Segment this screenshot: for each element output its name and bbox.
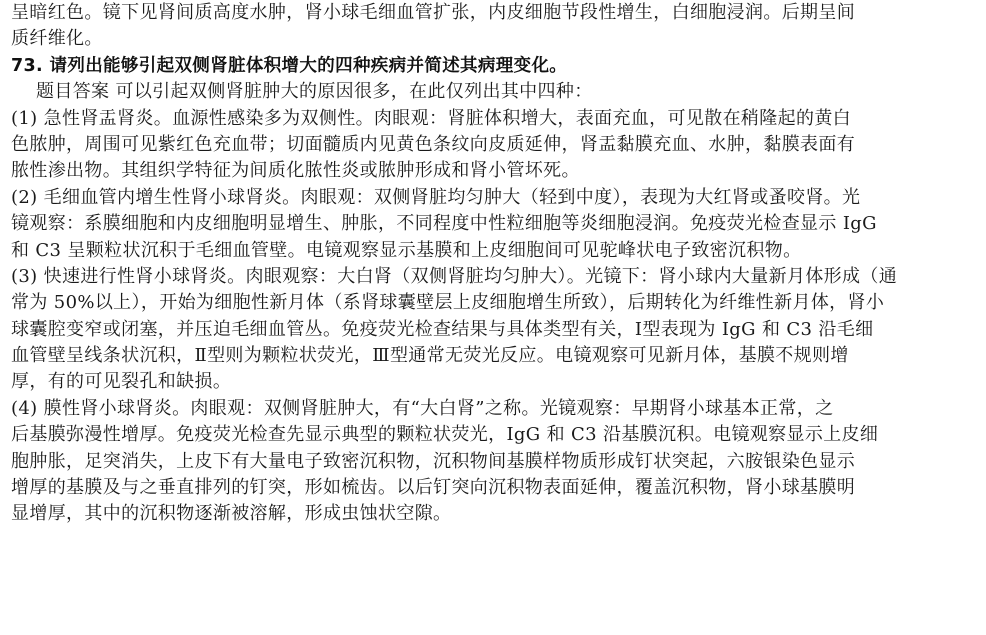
text-line: 厚，有的可见裂孔和缺损。	[11, 371, 232, 393]
text-line: 和 C3 呈颗粒状沉积于毛细血管壁。电镜观察显示基膜和上皮细胞间可见驼峰状电子致密沉积物。	[11, 239, 802, 261]
text-line: 常为 50%以上），开始为细胞性新月体（系肾球囊壁层上皮细胞增生所致），后期转化为纤维性新月体，肾小	[11, 292, 885, 314]
text-line: 胞肿胀，足突消失，上皮下有大量电子致密沉积物，沉积物间基膜样物质形成钉状突起，六胺银染色显示	[11, 450, 856, 472]
question-heading: 73. 请列出能够引起双侧肾脏体积增大的四种疾病并简述其病理变化。	[11, 55, 568, 76]
text-line: (2) 毛细血管内增生性肾小球肾炎。肉眼观：双侧肾脏均匀肿大（轻到中度），表现为大红肾或蚤咬肾。光	[11, 186, 861, 208]
text-line: 脓性渗出物。其组织学特征为间质化脓性炎或脓肿形成和肾小管坏死。	[11, 160, 580, 182]
text-line: 增厚的基膜及与之垂直排列的钉突，形如梳齿。以后钉突向沉积物表面延伸，覆盖沉积物，肾小球基膜明	[11, 477, 856, 499]
text-line: 色脓肿，周围可见紫红色充血带；切面髓质内见黄色条纹向皮质延伸，肾盂黏膜充血、水肿，黏膜表面有	[11, 133, 856, 155]
text-line: (1) 急性肾盂肾炎。血源性感染多为双侧性。肉眼观：肾脏体积增大，表面充血，可见散在稍隆起的黄白	[11, 107, 852, 129]
answer-intro: 题目答案 可以引起双侧肾脏肿大的原因很多，在此仅列出其中四种：	[36, 81, 593, 103]
text-line: 镜观察：系膜细胞和内皮细胞明显增生、肿胀，不同程度中性粒细胞等炎细胞浸润。免疫荧光检查显示 IgG	[11, 213, 877, 235]
text-line: (3) 快速进行性肾小球肾炎。肉眼观察：大白肾（双侧肾脏均匀肿大）。光镜下：肾小球内大量新月体形成（通	[11, 265, 898, 287]
text-line: 血管壁呈线条状沉积，Ⅱ型则为颗粒状荧光，Ⅲ型通常无荧光反应。电镜观察可见新月体，基膜不规则增	[11, 345, 849, 367]
text-line: 后基膜弥漫性增厚。免疫荧光检查先显示典型的颗粒状荧光，IgG 和 C3 沿基膜沉积。电镜观察显示上皮细	[11, 424, 879, 446]
text-line: 球囊腔变窄或闭塞，并压迫毛细血管丛。免疫荧光检查结果与具体类型有关，Ⅰ型表现为 IgG 和 C3 沿毛细	[11, 318, 874, 340]
text-line: 显增厚，其中的沉积物逐渐被溶解，形成虫蚀状空隙。	[11, 503, 452, 525]
text-line: (4) 膜性肾小球肾炎。肉眼观：双侧肾脏肿大，有“大白肾”之称。光镜观察：早期肾小球基本正常，之	[11, 397, 834, 419]
text-line: 质纤维化。	[11, 28, 103, 50]
text-line: 呈暗红色。镜下见肾间质高度水肿，肾小球毛细血管扩张，内皮细胞节段性增生，白细胞浸润。后期呈间	[11, 2, 856, 23]
